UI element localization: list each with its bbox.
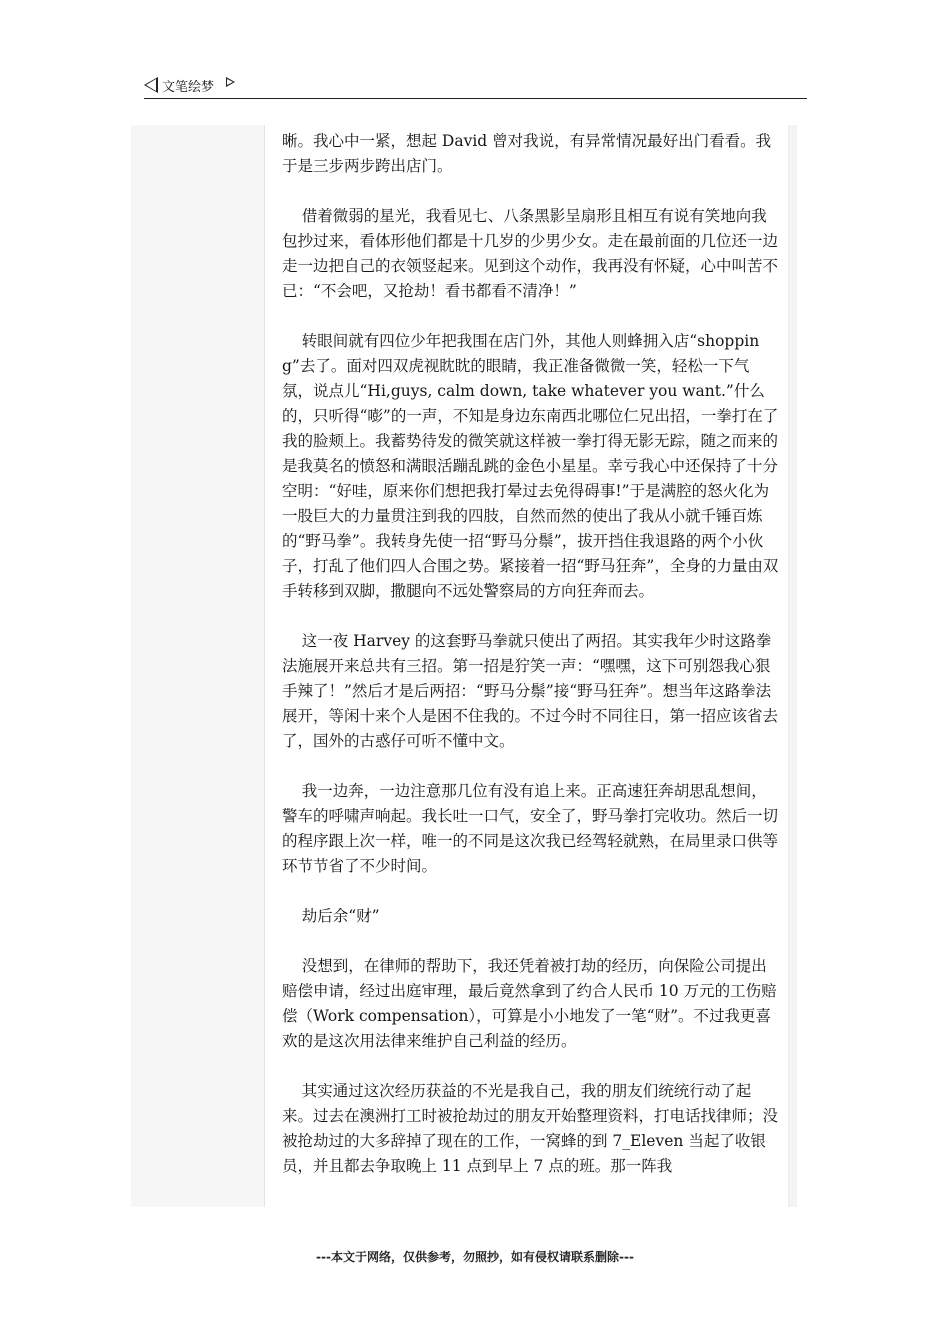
paragraph: 我一边奔，一边注意那几位有没有追上来。正高速狂奔胡思乱想间，警车的呼啸声响起。我长吐一口气，安全了，野马拳打完收功。然后一切的程序跟上次一样，唯一的不同是这次我已经驾轻就熟，在局里录口供等环节节省了不少时间。 (282, 782, 779, 875)
footer-notice: ---本文于网络，仅供参考，勿照抄，如有侵权请联系删除--- (316, 1250, 634, 1264)
paragraph: 没想到，在律师的帮助下，我还凭着被打劫的经历，向保险公司提出赔偿申请，经过出庭审理，最后竟然拿到了约合人民币 10 万元的工伤赔偿（Work compensation），可算是小小地发了一笔“财”。不过我更喜欢的是这次用法律来维护自己利益的经历。 (282, 957, 777, 1050)
brand-title: 文笔绘梦 (162, 79, 215, 95)
paragraph: 借着微弱的星光，我看见七、八条黑影呈扇形且相互有说有笑地向我包抄过来，看体形他们都是十几岁的少男少女。走在最前面的几位还一边走一边把自己的衣领竖起来。见到这个动作，我再没有怀疑，心中叫苦不已：“不会吧，又抢劫！看书都看不清净！” (282, 207, 779, 300)
document-header (144, 74, 807, 99)
left-margin-panel (131, 125, 265, 1207)
triangle-right-icon (226, 77, 235, 87)
brand (144, 74, 235, 96)
paragraph: 其实通过这次经历获益的不光是我自己，我的朋友们统统行动了起来。过去在澳洲打工时被抢劫过的朋友开始整理资料，打电话找律师；没被抢劫过的大多辞掉了现在的工作，一窝蜂的到 7_Eleven 当起了收银员，并且都去争取晚上 11 点到早上 7 点的班。那一阵我 (282, 1082, 779, 1175)
article-body (282, 129, 780, 1204)
triangle-left-icon (144, 77, 158, 93)
paragraph: 转眼间就有四位少年把我围在店门外，其他人则蜂拥入店“shopping”去了。面对四双虎视眈眈的眼睛，我正准备微微一笑，轻松一下气氛，说点儿“Hi,guys, calm down, take whatever you want.”什么的，只听得“嘭”的一声，不知是身边东南西北哪位仁兄出招，一拳打在了我的脸颊上。我蓄势待发的微笑就这样被一拳打得无影无踪，随之而来的是我莫名的愤怒和满眼活蹦乱跳的金色小星星。幸亏我心中还保持了十分空明：“好哇，原来你们想把我打晕过去免得碍事!”于是满腔的怒火化为一股巨大的力量贯注到我的四肢，自然而然的使出了我从小就千锤百炼的“野马拳”。我转身先使一招“野马分鬃”，拔开挡住我退路的两个小伙子，打乱了他们四人合围之势。紧接着一招“野马狂奔”，全身的力量由双手转移到双脚，撒腿向不远处警察局的方向狂奔而去。 (282, 332, 779, 600)
paragraph: 这一夜 Harvey 的这套野马拳就只使出了两招。其实我年少时这路拳法施展开来总共有三招。第一招是狞笑一声：“嘿嘿，这下可别怨我心狠手辣了！”然后才是后两招：“野马分鬃”接“野马狂奔”。想当年这路拳法展开，等闲十来个人是困不住我的。不过今时不同往日，第一招应该省去了，国外的古惑仔可听不懂中文。 (282, 632, 779, 750)
paragraph: 晰。我心中一紧，想起 David 曾对我说，有异常情况最好出门看看。我于是三步两步跨出店门。 (282, 132, 772, 175)
right-margin-panel (788, 125, 797, 1207)
section-heading: 劫后余“财” (301, 907, 380, 925)
